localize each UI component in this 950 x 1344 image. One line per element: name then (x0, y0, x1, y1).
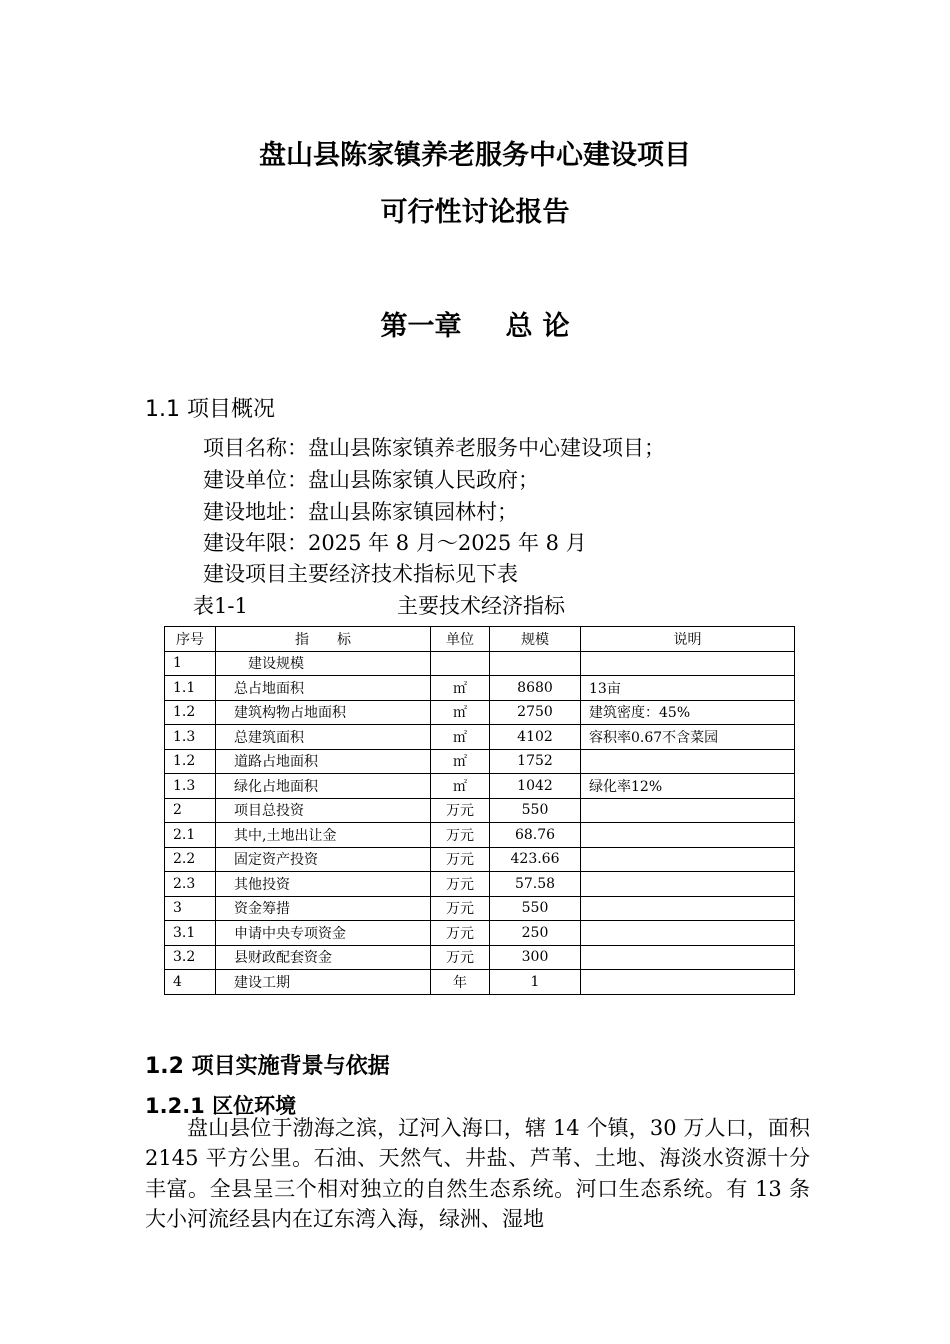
table-row (165, 774, 795, 799)
chapter-title-char-1: 总 (505, 311, 533, 342)
table-row (165, 945, 795, 970)
cell-indicator: 固定资产投资 (216, 847, 431, 872)
cell-unit: 年 (431, 970, 490, 995)
cell-scale: 1752 (490, 749, 581, 774)
table-row (165, 847, 795, 872)
cell-scale: 1042 (490, 774, 581, 799)
cell-notes: 建筑密度：45% (581, 700, 795, 725)
cell-scale: 550 (490, 896, 581, 921)
cell-notes (581, 872, 795, 897)
header-unit: 单位 (431, 627, 490, 652)
table-caption-title: 主要技术经济指标 (397, 594, 565, 618)
cell-seq: 1.1 (165, 676, 216, 701)
cell-unit: ㎡ (431, 725, 490, 750)
chapter-heading (0, 304, 950, 343)
cell-notes (581, 749, 795, 774)
cell-indicator: 项目总投资 (216, 798, 431, 823)
cell-scale: 1 (490, 970, 581, 995)
cell-scale: 68.76 (490, 823, 581, 848)
cell-indicator: 建设工期 (216, 970, 431, 995)
cell-indicator: 申请中央专项资金 (216, 921, 431, 946)
cell-notes (581, 970, 795, 995)
cell-scale: 423.66 (490, 847, 581, 872)
cell-scale: 8680 (490, 676, 581, 701)
cell-seq: 1.3 (165, 774, 216, 799)
cell-unit: 万元 (431, 872, 490, 897)
document-subtitle: 可行性讨论报告 (380, 197, 570, 228)
cell-unit: 万元 (431, 847, 490, 872)
cell-notes (581, 798, 795, 823)
chapter-title-char-2: 论 (542, 311, 570, 342)
info-duration: 建设年限：2025 年 8 月～2025 年 8 月 (203, 531, 587, 555)
cell-seq: 1 (165, 651, 216, 676)
chapter-number: 第一章 (380, 311, 462, 342)
cell-indicator: 建设规模 (216, 651, 431, 676)
cell-indicator: 其中,土地出让金 (216, 823, 431, 848)
indicators-table (164, 626, 795, 995)
cell-unit: ㎡ (431, 700, 490, 725)
cell-seq: 3.2 (165, 945, 216, 970)
cell-scale: 57.58 (490, 872, 581, 897)
cell-seq: 1.2 (165, 749, 216, 774)
cell-seq: 1.3 (165, 725, 216, 750)
cell-notes: 容积率0.67不含菜园 (581, 725, 795, 750)
header-indicator: 指 标 (216, 627, 431, 652)
body-paragraph: 盘山县位于渤海之滨，辽河入海口，辖 14 个镇，30 万人口，面积 2145 平方公里。石油、天然气、井盐、芦苇、土地、海淡水资源十分丰富。全县呈三个相对独立的自然生态系统。河口生态系统。有 13 条大小河流经县内在辽东湾入海，绿洲、湿地 (145, 1116, 810, 1231)
cell-seq: 4 (165, 970, 216, 995)
cell-seq: 1.2 (165, 700, 216, 725)
cell-unit: ㎡ (431, 749, 490, 774)
cell-notes (581, 823, 795, 848)
cell-unit (431, 651, 490, 676)
table-row (165, 749, 795, 774)
info-project-name: 项目名称：盘山县陈家镇养老服务中心建设项目； (203, 436, 665, 460)
cell-unit: 万元 (431, 823, 490, 848)
section-heading-1-2: 1.2 项目实施背景与依据 (145, 1054, 390, 1079)
table-row (165, 921, 795, 946)
header-notes: 说明 (581, 627, 795, 652)
cell-indicator: 道路占地面积 (216, 749, 431, 774)
cell-scale: 2750 (490, 700, 581, 725)
cell-seq: 2.2 (165, 847, 216, 872)
cell-indicator: 县财政配套资金 (216, 945, 431, 970)
info-address: 建设地址：盘山县陈家镇园林村； (203, 500, 518, 524)
cell-indicator: 总建筑面积 (216, 725, 431, 750)
cell-notes (581, 921, 795, 946)
cell-indicator: 资金筹措 (216, 896, 431, 921)
header-scale: 规模 (490, 627, 581, 652)
cell-scale: 550 (490, 798, 581, 823)
cell-unit: 万元 (431, 896, 490, 921)
cell-notes (581, 847, 795, 872)
table-row (165, 725, 795, 750)
table-row (165, 651, 795, 676)
cell-scale: 300 (490, 945, 581, 970)
cell-unit: 万元 (431, 921, 490, 946)
section-heading-1-2-1: 1.2.1 区位环境 (145, 1094, 297, 1118)
info-builder: 建设单位：盘山县陈家镇人民政府； (203, 468, 539, 492)
cell-indicator: 建筑构物占地面积 (216, 700, 431, 725)
table-row (165, 823, 795, 848)
cell-notes: 13亩 (581, 676, 795, 701)
cell-indicator: 其他投资 (216, 872, 431, 897)
table-row (165, 700, 795, 725)
cell-seq: 2 (165, 798, 216, 823)
cell-seq: 3 (165, 896, 216, 921)
table-caption-label: 表1-1 (193, 594, 248, 618)
table-row (165, 970, 795, 995)
cell-scale (490, 651, 581, 676)
cell-unit: ㎡ (431, 676, 490, 701)
cell-seq: 2.3 (165, 872, 216, 897)
document-title: 盘山县陈家镇养老服务中心建设项目 (259, 140, 691, 171)
cell-unit: 万元 (431, 798, 490, 823)
table-row (165, 872, 795, 897)
cell-notes (581, 651, 795, 676)
cell-notes (581, 896, 795, 921)
section-heading-1-1: 1.1 项目概况 (145, 397, 275, 422)
cell-seq: 3.1 (165, 921, 216, 946)
cell-notes (581, 945, 795, 970)
cell-notes: 绿化率12% (581, 774, 795, 799)
cell-scale: 250 (490, 921, 581, 946)
table-header-row (165, 627, 795, 652)
info-table-intro: 建设项目主要经济技术指标见下表 (203, 562, 518, 586)
table-row (165, 676, 795, 701)
cell-scale: 4102 (490, 725, 581, 750)
cell-seq: 2.1 (165, 823, 216, 848)
cell-indicator: 绿化占地面积 (216, 774, 431, 799)
cell-unit: 万元 (431, 945, 490, 970)
cell-indicator: 总占地面积 (216, 676, 431, 701)
table-row (165, 798, 795, 823)
cell-unit: ㎡ (431, 774, 490, 799)
header-seq: 序号 (165, 627, 216, 652)
table-row (165, 896, 795, 921)
